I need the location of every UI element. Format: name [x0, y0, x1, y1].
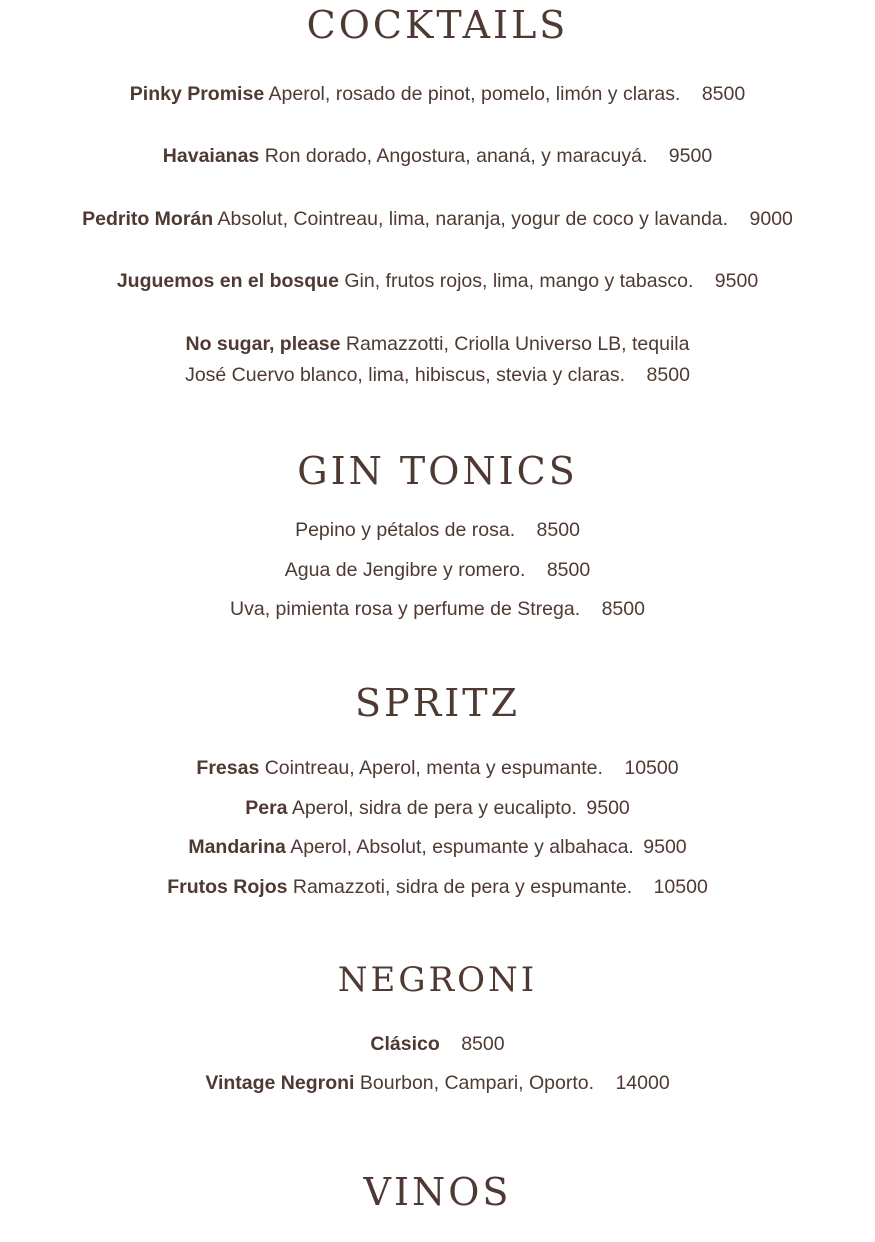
menu-item-pinky-promise — [0, 83, 875, 106]
menu-item-pera — [0, 797, 875, 820]
menu-item-gin-tonic-uva — [0, 598, 875, 621]
item-name: Havaianas — [162, 145, 260, 167]
item-description: Aperol, rosado de pinot, pomelo, limón y claras. — [268, 83, 681, 105]
menu-item-vintage-negroni — [0, 1072, 875, 1095]
menu-item-fresas — [0, 757, 875, 780]
item-description: Ron dorado, Angostura, ananá, y maracuyá. — [264, 145, 648, 167]
menu-item-havaianas — [0, 145, 875, 168]
item-name: Clásico — [370, 1033, 440, 1055]
menu-item-no-sugar-please — [0, 333, 875, 356]
section-title-negroni: NEGRONI — [337, 960, 538, 1000]
item-price: 9000 — [749, 208, 793, 230]
item-price: 8500 — [701, 83, 746, 105]
item-description: Ramazzoti, sidra de pera y espumante. — [292, 876, 633, 898]
menu-item-frutos-rojos — [0, 876, 875, 899]
section-title-vinos: VINOS — [363, 1170, 512, 1214]
menu-item-gin-tonic-pepino — [0, 519, 875, 542]
item-name: Mandarina — [188, 836, 286, 858]
item-name: Pinky Promise — [129, 83, 265, 105]
item-price: 10500 — [653, 876, 708, 898]
item-price: 8500 — [546, 559, 591, 581]
item-name: No sugar, please — [185, 333, 341, 355]
item-price: 8500 — [646, 364, 690, 386]
item-description: Absolut, Cointreau, lima, naranja, yogur de coco y lavanda. — [217, 208, 729, 230]
item-price: 9500 — [643, 836, 687, 858]
menu-item-gin-tonic-jengibre — [0, 559, 875, 582]
item-name: Vintage Negroni — [205, 1072, 355, 1094]
item-price: 9500 — [668, 145, 713, 167]
item-description: Aperol, sidra de pera y eucalipto. — [291, 797, 577, 819]
item-price: 9500 — [714, 270, 759, 292]
item-name: Pedrito Morán — [82, 208, 214, 230]
menu-item-juguemos-en-el-bosque — [0, 270, 875, 293]
item-name: Frutos Rojos — [167, 876, 288, 898]
menu-item-no-sugar-please-continued — [0, 364, 875, 387]
item-description: Aperol, Absolut, espumante y albahaca. — [290, 836, 634, 858]
item-name: Fresas — [196, 757, 260, 779]
item-price: 8500 — [601, 598, 645, 620]
item-description: José Cuervo blanco, lima, hibiscus, stevia y claras. — [185, 364, 626, 386]
item-description: Cointreau, Aperol, menta y espumante. — [264, 757, 603, 779]
item-name: Pera — [245, 797, 288, 819]
item-description: Pepino y pétalos de rosa. — [295, 519, 516, 541]
item-description: Ramazzotti, Criolla Universo LB, tequila — [345, 333, 690, 355]
menu-item-mandarina — [0, 836, 875, 859]
item-description: Agua de Jengibre y romero. — [284, 559, 526, 581]
menu-item-pedrito-moran — [0, 208, 875, 231]
item-description: Gin, frutos rojos, lima, mango y tabasco. — [344, 270, 694, 292]
item-price: 14000 — [615, 1072, 670, 1094]
item-price: 8500 — [536, 519, 580, 541]
item-price: 9500 — [586, 797, 630, 819]
item-description: Bourbon, Campari, Oporto. — [359, 1072, 595, 1094]
section-title-cocktails: COCKTAILS — [306, 3, 569, 47]
section-title-gin-tonics: GIN TONICS — [297, 449, 578, 493]
item-name: Juguemos en el bosque — [116, 270, 339, 292]
item-price: 8500 — [461, 1033, 505, 1055]
item-description: Uva, pimienta rosa y perfume de Strega. — [230, 598, 581, 620]
item-price: 10500 — [624, 757, 679, 779]
menu-item-clasico — [0, 1033, 875, 1056]
section-title-spritz: SPRITZ — [355, 681, 520, 725]
